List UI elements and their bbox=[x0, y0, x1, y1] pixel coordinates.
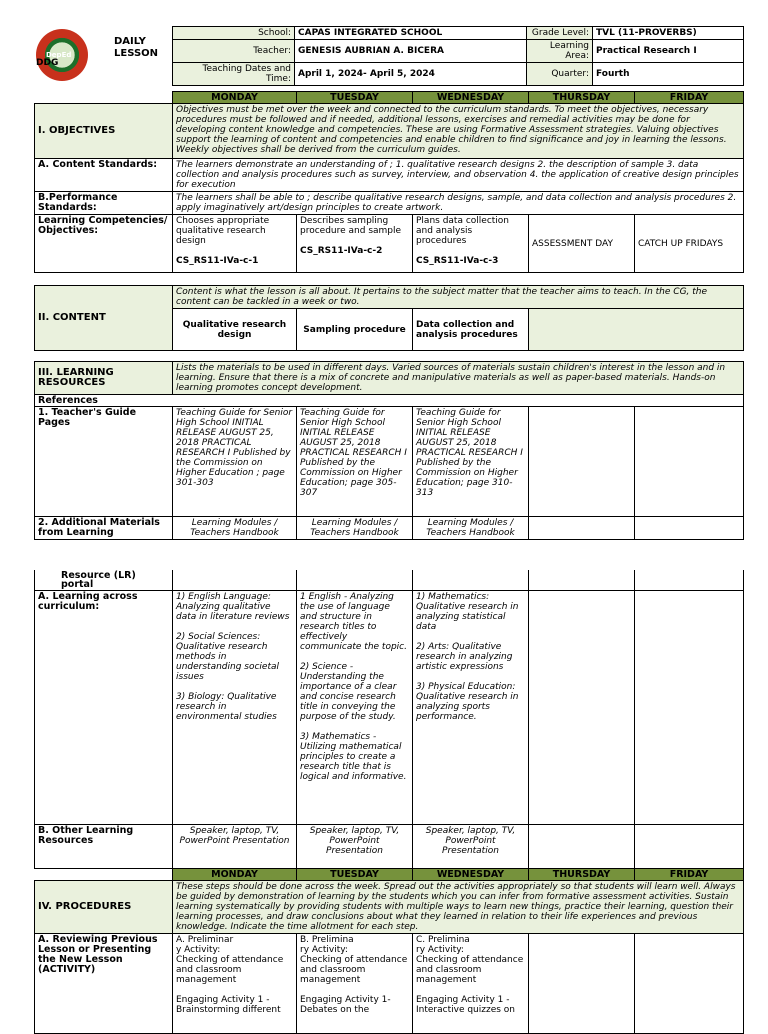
corner-code: DDG bbox=[36, 58, 59, 68]
review-lesson-friday bbox=[635, 934, 744, 1034]
form-title: DAILY LESSON bbox=[114, 36, 159, 59]
additional-materials-thursday bbox=[529, 517, 635, 540]
competency-thursday: ASSESSMENT DAY bbox=[529, 215, 635, 273]
additional-materials-wednesday: Learning Modules / Teachers Handbook bbox=[413, 517, 529, 540]
content-standards-text: The learners demonstrate an understanding of ; 1. qualitative research designs 2. the description of sample 3. data collection and analysis procedures such as survey, interview, and observation 4. the application of creative design principles for execution bbox=[173, 159, 744, 192]
review-lesson-label: A. Reviewing Previous Lesson or Presenting the New Lesson (ACTIVITY) bbox=[35, 934, 173, 1034]
additional-materials-friday bbox=[635, 517, 744, 540]
content-monday: Qualitative research design bbox=[173, 309, 297, 351]
quarter-label: Quarter: bbox=[527, 63, 593, 86]
proc-day-header-monday: MONDAY bbox=[173, 869, 297, 881]
day-header-wednesday: WEDNESDAY bbox=[413, 92, 529, 104]
other-resources-label: B. Other Learning Resources bbox=[35, 825, 173, 869]
content-standards-label: A. Content Standards: bbox=[35, 159, 173, 192]
deped-seal-logo: DepEd bbox=[36, 29, 88, 81]
review-lesson-thursday bbox=[529, 934, 635, 1034]
other-resources-thursday bbox=[529, 825, 635, 869]
school-label: School: bbox=[173, 27, 295, 40]
learning-across-monday: 1) English Language: Analyzing qualitative data in literature reviews 2) Social Sciences: Qualitative research methods in understanding societal issues 3) Biology: Qualitative research in environmental studies bbox=[173, 591, 297, 825]
procedures-description: These steps should be done across the week. Spread out the activities appropriately so that students will learn well. Always be guided by demonstration of learning by the students which you can infer from formative assessment activities. Sustain learning systematically by providing students with multiple ways to learn new things, practice their learning, question their learning processes, and draw conclusions about what they learned in relation to their life experiences and previous knowledge. Indicate the time allotment for each step. bbox=[173, 881, 744, 934]
competency-wednesday: Plans data collection and analysis procedures CS_RS11-IVa-c-3 bbox=[413, 215, 529, 273]
performance-standards-text: The learners shall be able to ; describe qualitative research designs, sample, and data collection and analysis procedures 2. apply imaginatively art/design principles to create artwork. bbox=[173, 192, 744, 215]
grade-label: Grade Level: bbox=[527, 27, 593, 40]
day-header-monday: MONDAY bbox=[173, 92, 297, 104]
teachers-guide-tuesday: Teaching Guide for Senior High School INITIAL RELEASE AUGUST 25, 2018 PRACTICAL RESEARCH I Published by the Commission on Higher Education; page 305-307 bbox=[297, 407, 413, 517]
review-lesson-monday: A. Preliminar y Activity: Checking of attendance and classroom management Engaging Activity 1 - Brainstorming different bbox=[173, 934, 297, 1034]
performance-standards-label: B.Performance Standards: bbox=[35, 192, 173, 215]
procedures-title: IV. PROCEDURES bbox=[35, 881, 173, 934]
other-resources-wednesday: Speaker, laptop, TV, PowerPoint Presentation bbox=[413, 825, 529, 869]
objectives-title: I. OBJECTIVES bbox=[35, 104, 173, 159]
review-lesson-wednesday: C. Prelimina ry Activity: Checking of attendance and classroom management Engaging Activity 1 - Interactive quizzes on bbox=[413, 934, 529, 1034]
resources-section bbox=[34, 361, 744, 540]
teachers-guide-thursday bbox=[529, 407, 635, 517]
other-resources-tuesday: Speaker, laptop, TV, PowerPoint Presentation bbox=[297, 825, 413, 869]
other-resources-friday bbox=[635, 825, 744, 869]
learning-across-label: A. Learning across curriculum: bbox=[35, 591, 173, 825]
competencies-label: Learning Competencies/ Objectives: bbox=[35, 215, 173, 273]
references-label: References bbox=[35, 395, 744, 407]
learning-across-thursday bbox=[529, 591, 635, 825]
additional-materials-monday: Learning Modules / Teachers Handbook bbox=[173, 517, 297, 540]
content-thursday-friday bbox=[529, 309, 744, 351]
grade-value: TVL (11-PROVERBS) bbox=[593, 27, 744, 40]
objectives-description: Objectives must be met over the week and connected to the curriculum standards. To meet the objectives, necessary procedures must be followed and if needed, additional lessons, exercises and remedial activities may be done for developing content knowledge and competencies. These are using Formative Assessment strategies. Valuing objectives support the learning of content and competencies and enable children to find significance and joy in learning the lessons. Weekly objectives shall be derived from the curriculum guides. bbox=[173, 104, 744, 159]
teachers-guide-wednesday: Teaching Guide for Senior High School INITIAL RELEASE AUGUST 25, 2018 PRACTICAL RESEARCH I Published by the Commission on Higher Education; page 310-313 bbox=[413, 407, 529, 517]
area-label: Learning Area: bbox=[527, 40, 593, 63]
proc-day-header-thursday: THURSDAY bbox=[529, 869, 635, 881]
competency-friday: CATCH UP FRIDAYS bbox=[635, 215, 744, 273]
content-wednesday: Data collection and analysis procedures bbox=[413, 309, 529, 351]
other-resources-monday: Speaker, laptop, TV, PowerPoint Presentation bbox=[173, 825, 297, 869]
day-header-tuesday: TUESDAY bbox=[297, 92, 413, 104]
resources-title: III. LEARNING RESOURCES bbox=[35, 362, 173, 395]
teachers-guide-friday bbox=[635, 407, 744, 517]
teacher-value: GENESIS AUBRIAN A. BICERA bbox=[295, 40, 527, 63]
day-header-friday: FRIDAY bbox=[635, 92, 744, 104]
header-table bbox=[172, 26, 744, 86]
lr-portal-label: Resource (LR) portal bbox=[35, 570, 173, 591]
content-description: Content is what the lesson is all about. It pertains to the subject matter that the teacher aims to teach. In the CG, the content can be tackled in a week or two. bbox=[173, 286, 744, 309]
dates-value: April 1, 2024- April 5, 2024 bbox=[295, 63, 527, 86]
proc-day-header-wednesday: WEDNESDAY bbox=[413, 869, 529, 881]
competency-monday: Chooses appropriate qualitative research design CS_RS11-IVa-c-1 bbox=[173, 215, 297, 273]
teachers-guide-monday: Teaching Guide for Senior High School INITIAL RELEASE AUGUST 25, 2018 PRACTICAL RESEARCH I Published by the Commission on Higher Education ; page 301-303 bbox=[173, 407, 297, 517]
proc-day-header-friday: FRIDAY bbox=[635, 869, 744, 881]
content-title: II. CONTENT bbox=[35, 286, 173, 351]
learning-across-tuesday: 1 English - Analyzing the use of language and structure in research titles to effectively communicate the topic. 2) Science - Understanding the importance of a clear and concise research title in conveying the purpose of the study. 3) Mathematics - Utilizing mathematical principles to create a research title that is logical and informative. bbox=[297, 591, 413, 825]
learning-across-wednesday: 1) Mathematics: Qualitative research in analyzing statistical data 2) Arts: Qualitative research in analyzing artistic expressions 3) Physical Education: Qualitative research in analyzing sports performance. bbox=[413, 591, 529, 825]
additional-materials-label: 2. Additional Materials from Learning bbox=[35, 517, 173, 540]
dates-label: Teaching Dates and Time: bbox=[173, 63, 295, 86]
resources-description: Lists the materials to be used in different days. Varied sources of materials sustain children's interest in the lesson and in learning. Ensure that there is a mix of concrete and manipulative materials as well as paper-based materials. Hands-on learning promotes concept development. bbox=[173, 362, 744, 395]
review-lesson-tuesday: B. Prelimina ry Activity: Checking of attendance and classroom management Engaging Activity 1- Debates on the bbox=[297, 934, 413, 1034]
objectives-section bbox=[34, 91, 744, 273]
day-header-thursday: THURSDAY bbox=[529, 92, 635, 104]
additional-materials-tuesday: Learning Modules / Teachers Handbook bbox=[297, 517, 413, 540]
school-value: CAPAS INTEGRATED SCHOOL bbox=[295, 27, 527, 40]
resources-continued-section bbox=[34, 570, 744, 869]
area-value: Practical Research I bbox=[593, 40, 744, 63]
procedures-section bbox=[34, 868, 744, 1034]
content-tuesday: Sampling procedure bbox=[297, 309, 413, 351]
content-section bbox=[34, 285, 744, 351]
teacher-label: Teacher: bbox=[173, 40, 295, 63]
learning-across-friday bbox=[635, 591, 744, 825]
teachers-guide-label: 1. Teacher's Guide Pages bbox=[35, 407, 173, 517]
quarter-value: Fourth bbox=[593, 63, 744, 86]
competency-tuesday: Describes sampling procedure and sample CS_RS11-IVa-c-2 bbox=[297, 215, 413, 273]
proc-day-header-tuesday: TUESDAY bbox=[297, 869, 413, 881]
